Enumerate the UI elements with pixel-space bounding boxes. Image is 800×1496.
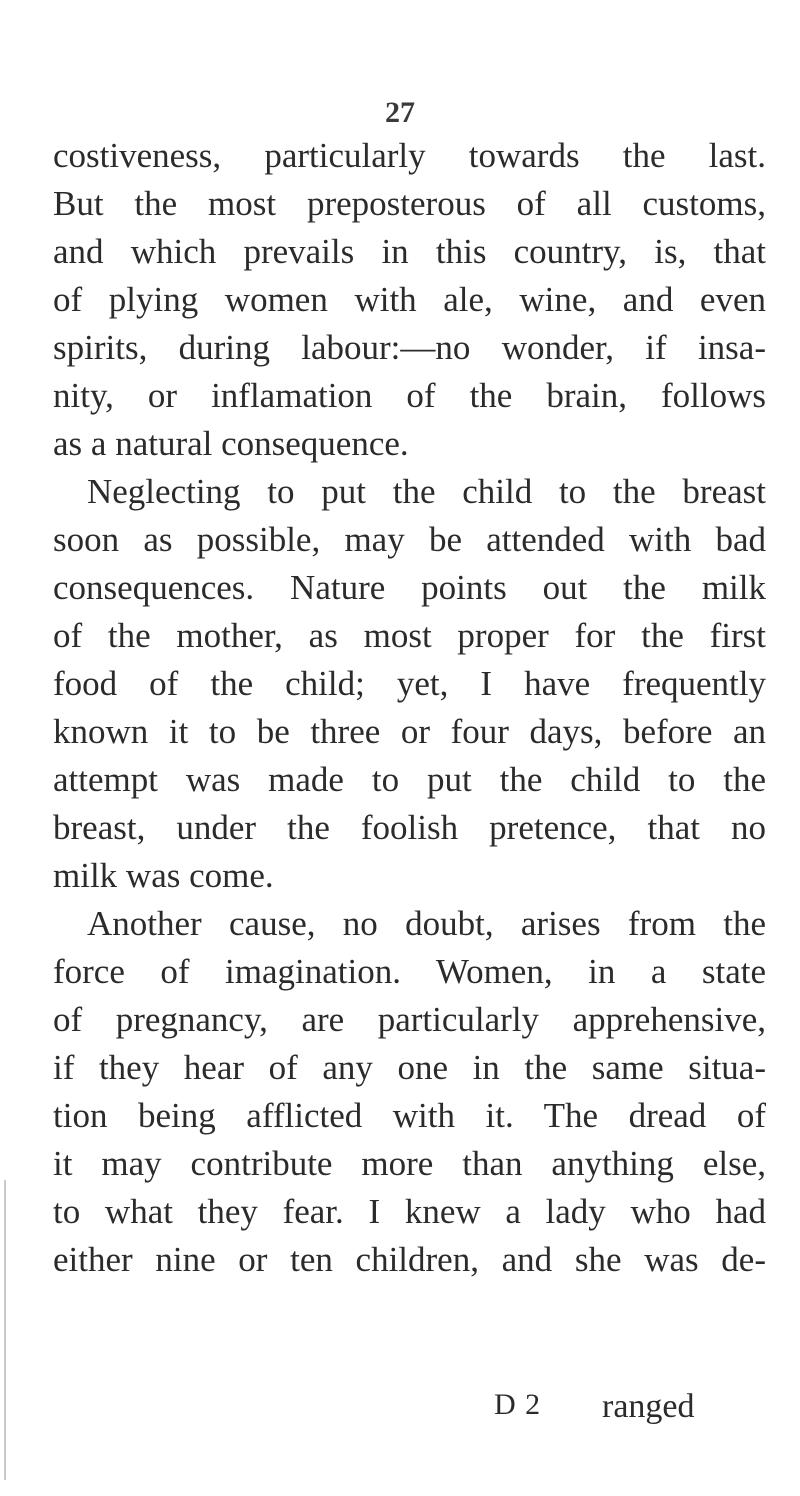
- text-line: force of imagination. Women, in a state: [53, 952, 766, 991]
- signature-mark: D 2: [494, 1388, 542, 1421]
- text-line: Another cause, no doubt, arises from the: [87, 904, 766, 943]
- text-line: of the mother, as most proper for the first: [53, 616, 766, 655]
- text-line: But the most preposterous of all customs,: [53, 184, 766, 223]
- page-number: 27: [385, 96, 415, 129]
- text-line: tion being afflicted with it. The dread of: [53, 1096, 766, 1135]
- text-line: of pregnancy, are particularly apprehensive,: [53, 1000, 766, 1039]
- text-line: costiveness, particularly towards the last.: [53, 136, 766, 175]
- text-line: either nine or ten children, and she was de-: [53, 1240, 766, 1279]
- text-line: Neglecting to put the child to the breast: [87, 472, 766, 511]
- text-line: attempt was made to put the child to the: [53, 760, 766, 799]
- text-line: consequences. Nature points out the milk: [53, 568, 766, 607]
- catchword: ranged: [602, 1388, 695, 1425]
- text-line: if they hear of any one in the same situa-: [53, 1048, 766, 1087]
- text-line: breast, under the foolish pretence, that no: [53, 808, 766, 847]
- text-line: known it to be three or four days, before an: [53, 712, 766, 751]
- text-line: to what they fear. I knew a lady who had: [53, 1192, 766, 1231]
- text-line: spirits, during labour:—no wonder, if insa-: [53, 328, 766, 367]
- page-footer: [0, 1388, 800, 1428]
- text-line: of plying women with ale, wine, and even: [53, 280, 766, 319]
- text-line: food of the child; yet, I have frequently: [53, 664, 766, 703]
- text-line: as a natural consequence.: [53, 424, 409, 463]
- text-line: soon as possible, may be attended with bad: [53, 520, 766, 559]
- body-text: [53, 132, 766, 1284]
- text-line: and which prevails in this country, is, that: [53, 232, 766, 271]
- text-line: nity, or inflamation of the brain, follows: [53, 376, 766, 415]
- text-line: it may contribute more than anything else,: [53, 1144, 766, 1183]
- page-edge-shadow: [4, 1180, 6, 1480]
- text-line: milk was come.: [53, 856, 274, 895]
